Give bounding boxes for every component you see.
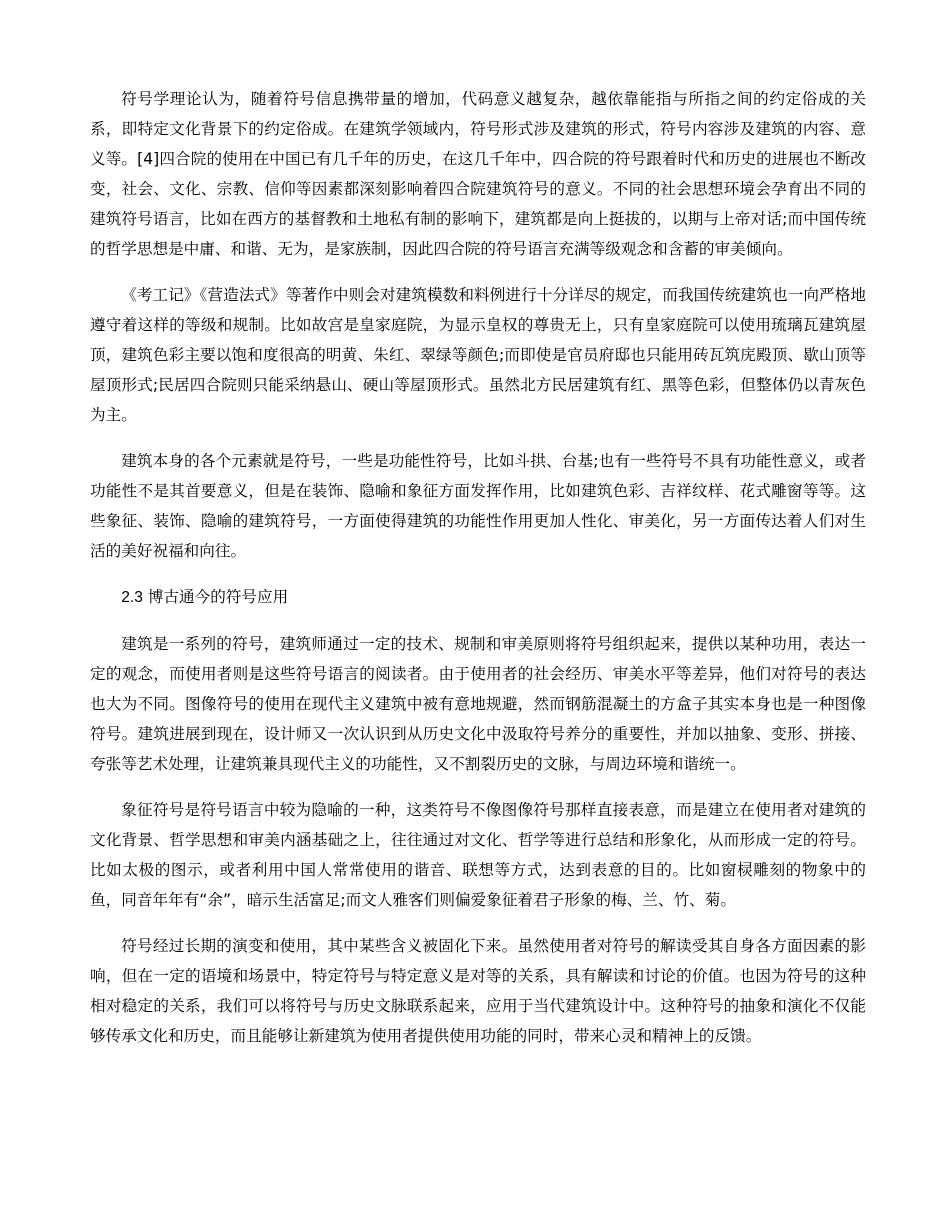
- paragraph-symbol-evolution: 符号经过长期的演变和使用，其中某些含义被固化下来。虽然使用者对符号的解读受其自身各方面因素的影响，但在一定的语境和场景中，特定符号与特定意义是对等的关系，具有解读和讨论的价值。也因为符号的这种相对稳定的关系，我们可以将符号与历史文脉联系起来，应用于当代建筑设计中。这种符号的抽象和演化不仅能够传承文化和历史，而且能够让新建筑为使用者提供使用功能的同时，带来心灵和精神上的反馈。: [90, 937, 866, 1045]
- paragraph-symbol-system: 建筑是一系列的符号，建筑师通过一定的技术、规制和审美原则将符号组织起来，提供以某种功用，表达一定的观念，而使用者则是这些符号语言的阅读者。由于使用者的社会经历、审美水平等差异，他们对符号的表达也大为不同。图像符号的使用在现代主义建筑中被有意地规避，然而钢筋混凝土的方盒子其实本身也是一种图像符号。建筑进展到现在，设计师又一次认识到从历史文化中汲取符号养分的重要性，并加以抽象、变形、拼接、夸张等艺术处理，让建筑兼具现代主义的功能性，又不割裂历史的文脉，与周边环境和谐统一。: [90, 635, 866, 773]
- section-number: 2.3: [121, 589, 143, 606]
- paragraph-semiotics-theory: 符号学理论认为，随着符号信息携带量的增加，代码意义越复杂，越依靠能指与所指之间的约定俗成的关系，即特定文化背景下的约定俗成。在建筑学领域内，符号形式涉及建筑的形式，符号内容涉及建筑的内容、意义等。[4]四合院的使用在中国已有几千年的历史，在这几千年中，四合院的符号跟着时代和历史的进展也不断改变，社会、文化、宗教、信仰等因素都深刻影响着四合院建筑符号的意义。不同的社会思想环境会孕育出不同的建筑符号语言，比如在西方的基督教和土地私有制的影响下，建筑都是向上挺拔的，以期与上帝对话;而中国传统的哲学思想是中庸、和谐、无为，是家族制，因此四合院的符号语言充满等级观念和含蓄的审美倾向。: [90, 90, 866, 258]
- paragraph-building-hierarchy: 《考工记》《营造法式》等著作中则会对建筑模数和料例进行十分详尽的规定，而我国传统建筑也一向严格地遵守着这样的等级和规制。比如故宫是皇家庭院，为显示皇权的尊贵无上，只有皇家庭院可以使用琉璃瓦建筑屋顶，建筑色彩主要以饱和度很高的明黄、朱红、翠绿等颜色;而即使是官员府邸也只能用砖瓦筑庑殿顶、歇山顶等屋顶形式;民居四合院则只能采纳悬山、硬山等屋顶形式。虽然北方民居建筑有红、黑等色彩，但整体仍以青灰色为主。: [90, 286, 866, 424]
- section-heading: [90, 582, 866, 613]
- document-page: [90, 84, 866, 1067]
- section-title: 博古通今的符号应用: [147, 588, 289, 606]
- paragraph-symbolic-signs: 象征符号是符号语言中较为隐喻的一种，这类符号不像图像符号那样直接表意，而是建立在使用者对建筑的文化背景、哲学思想和审美内涵基础之上，往往通过对文化、哲学等进行总结和形象化，从而形成一定的符号。比如太极的图示，或者利用中国人常常使用的谐音、联想等方式，达到表意的目的。比如窗棂雕刻的物象中的鱼，同音年年有“余”，暗示生活富足;而文人雅客们则偏爱象征着君子形象的梅、兰、竹、菊。: [90, 801, 866, 909]
- paragraph-architectural-elements: 建筑本身的各个元素就是符号，一些是功能性符号，比如斗拱、台基;也有一些符号不具有功能性意义，或者功能性不是其首要意义，但是在装饰、隐喻和象征方面发挥作用，比如建筑色彩、吉祥纹样、花式雕窗等等。这些象征、装饰、隐喻的建筑符号，一方面使得建筑的功能性作用更加人性化、审美化，另一方面传达着人们对生活的美好祝福和向往。: [90, 452, 866, 560]
